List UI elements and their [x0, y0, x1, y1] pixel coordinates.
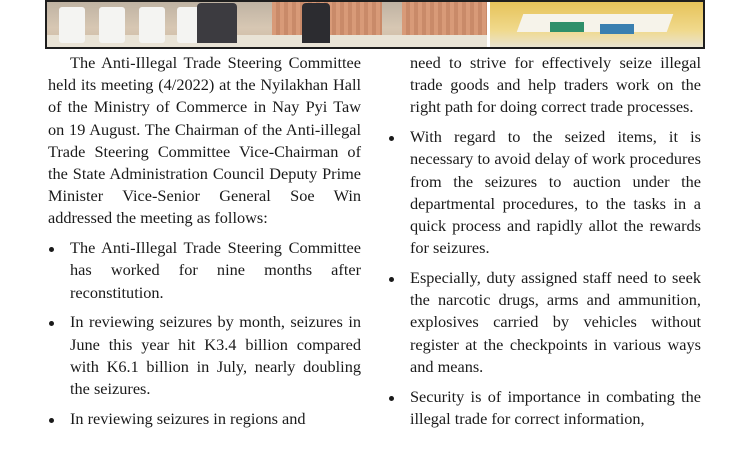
bullet-icon	[49, 247, 54, 252]
intro-paragraph: The Anti-Illegal Trade Steering Committee held its meeting (4/2022) at the Nyilakhan Hall of the Ministry of Commerce in Nay Pyi Taw on 19 August. The Chairman of the Anti-illegal Trade Steering Committee Vice-Chairman of the State Administration Council Deputy Prime Minister Vice-Senior General Soe Win addressed the meeting as follows:	[48, 53, 361, 228]
right-bullet-list	[388, 126, 701, 430]
bullet-icon	[389, 277, 394, 282]
seized-goods-photo	[490, 2, 705, 49]
bullet-icon	[49, 321, 54, 326]
list-item: Security is of importance in combating the illegal trade for correct information,	[388, 386, 701, 430]
bullet-icon	[389, 396, 394, 401]
list-item: In reviewing seizures by month, seizures in June this year hit K3.4 billion compared with K6.1 billion in July, nearly doubling the seizures.	[48, 311, 361, 400]
list-item: Especially, duty assigned staff need to seek the narcotic drugs, arms and ammunition, explosives carried by vehicles without register at the checkpoints in various ways and means.	[388, 267, 701, 378]
bullet-icon	[389, 136, 394, 141]
bullet-icon	[49, 418, 54, 423]
list-item: With regard to the seized items, it is necessary to avoid delay of work procedures from the seizures to auction under the departmental procedures, to the tasks in a quick process and rapidly allot the rewards for seizures.	[388, 126, 701, 259]
header-photo-strip	[45, 0, 705, 49]
continued-bullet-text: need to strive for effectively seize illegal trade goods and help traders work on the right path for doing correct trade processes.	[410, 53, 701, 117]
list-item: The Anti-Illegal Trade Steering Committee has worked for nine months after reconstitution.	[48, 237, 361, 304]
right-text-column	[388, 52, 701, 438]
left-bullet-list	[48, 237, 361, 430]
meeting-hall-photo	[47, 2, 487, 49]
left-text-column	[48, 52, 361, 438]
list-item: In reviewing seizures in regions and	[48, 408, 361, 430]
